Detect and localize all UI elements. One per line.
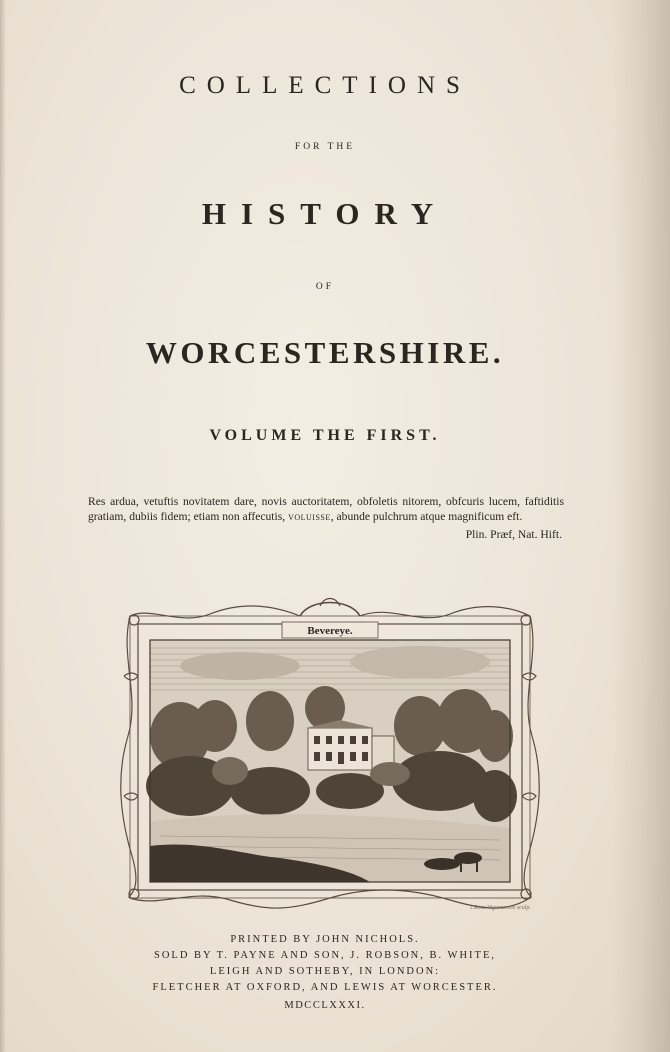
plate-illustration <box>120 596 540 918</box>
epigraph-text-before: Res ardua, vetuftis novitatem dare, novis auctoritatem, obfoletis nitorem, obfcuris lucem, faftiditis gratiam, dubiis fidem; etiam non affecutis, <box>88 495 564 523</box>
epigraph-text-after: , abunde pulchrum atque magnificum eft. <box>330 510 523 523</box>
engraved-plate <box>120 596 540 918</box>
title-history: HISTORY <box>201 196 449 231</box>
page-shadow-right <box>612 0 670 1052</box>
title-worcestershire: WORCESTERSHIRE. <box>145 335 505 370</box>
title-for-the: FOR THE <box>294 142 356 152</box>
title-of: OF <box>315 282 335 292</box>
page-shadow-left <box>0 0 6 1052</box>
imprint-sellers-3: FLETCHER AT OXFORD, AND LEWIS AT WORCESTER. <box>152 982 498 993</box>
epigraph-attribution: Plin. Præf, Nat. Hift. <box>465 528 562 541</box>
imprint-printer: PRINTED BY JOHN NICHOLS. <box>230 934 420 945</box>
imprint-sellers-1: SOLD BY T. PAYNE AND SON, J. ROBSON, B. WHITE, <box>154 950 496 961</box>
imprint-sellers-2: LEIGH AND SOTHEBY, IN LONDON: <box>209 966 441 977</box>
landscape-scene <box>146 640 517 882</box>
imprint-date: MDCCLXXXI. <box>284 1000 366 1011</box>
engraver-signature: J.Ross Vigornensis sculp. <box>470 905 531 911</box>
epigraph-emphasis: voluisse <box>288 510 331 523</box>
title-collections: COLLECTIONS <box>179 72 471 99</box>
volume-heading: VOLUME THE FIRST. <box>209 427 441 444</box>
plate-caption: Bevereye. <box>307 625 353 637</box>
epigraph <box>88 494 564 524</box>
